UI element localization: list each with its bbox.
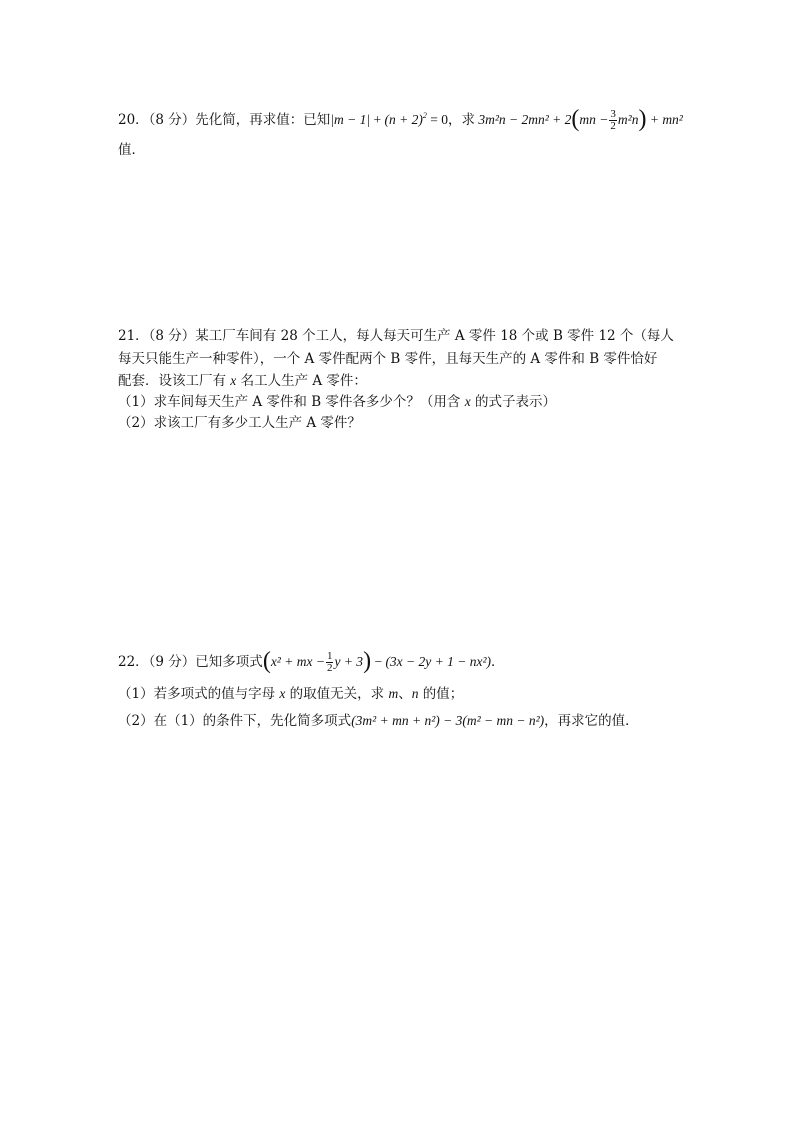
q20-plus: + <box>370 112 385 127</box>
q22-lead: 22．（9 分）已知多项式 <box>118 654 263 670</box>
q20-big-paren-open: ( <box>571 106 580 132</box>
q20-line-1 <box>118 107 683 132</box>
q20-inner-a: mn − <box>579 112 609 127</box>
q20-eq: = 0，求 <box>426 112 479 127</box>
q21-line-3-a: 配套．设该工厂有 <box>118 373 231 389</box>
q22-sub-1-c: 的值； <box>418 686 464 702</box>
q22-poly-b: y + 3 <box>334 654 364 669</box>
q20-big-paren-close: ) <box>638 106 647 132</box>
q20-inner-b: m²n <box>617 112 639 127</box>
q22-line-1 <box>118 650 505 674</box>
q22-sub-2-a: （2）在（1）的条件下，先化简多项式 <box>118 713 352 729</box>
q21-var-x: x <box>230 373 237 388</box>
q22-end: ． <box>491 654 505 670</box>
q21-line-3 <box>118 372 367 390</box>
q22-poly-a: x² + mx − <box>270 654 325 669</box>
q22-sep: 、 <box>398 686 412 702</box>
q21-line-3-b: 名工人生产 A 零件： <box>236 373 367 389</box>
q22-sub-1-a: （1）若多项式的值与字母 <box>118 686 280 702</box>
q21-sub-1-a: （1）求车间每天生产 A 零件和 B 零件各多少个？（用含 <box>118 394 465 410</box>
q22-sub-2 <box>118 712 639 730</box>
q21-sub-2: （2）求该工厂有多少工人生产 A 零件？ <box>118 415 361 431</box>
q21-line-1: 21．（8 分）某工厂车间有 28 个工人，每人每天可生产 A 零件 18 个或 B 零件 12 个（每人 <box>118 328 674 344</box>
q22-big-paren-close: ) <box>363 648 372 674</box>
q22-var-m: m <box>388 686 399 701</box>
q20-expr-end: + mn² <box>646 112 683 127</box>
q20-paren: $(n + 2)^2$ <box>384 111 427 127</box>
q22-sub-2-b: ，再求它的值． <box>544 713 639 729</box>
q22-sub-1 <box>118 685 463 703</box>
q22-var-n: n <box>411 686 419 701</box>
q22-fraction: $\frac{1}{2}$ <box>326 650 333 674</box>
q20-fraction: $\frac{3}{2}$ <box>610 108 616 132</box>
q20-line-2: 值． <box>118 142 145 158</box>
q22-sub-2-expr: (3m² + mn + n²) − 3(m² − mn − n²) <box>351 713 545 728</box>
q21-sub-1 <box>118 393 556 411</box>
q22-poly-c: (3x − 2y + 1 − nx²) <box>385 654 492 669</box>
q22-big-paren-open: ( <box>262 648 271 674</box>
q21-sub-1-var-x: x <box>464 394 471 409</box>
q21-line-2: 每天只能生产一种零件），一个 A 零件配两个 B 零件，且每天生产的 A 零件和 B 零件恰好 <box>118 351 658 367</box>
q21-sub-1-b: 的式子表示） <box>470 394 557 410</box>
q20-abs: |m − 1| <box>330 112 371 127</box>
q22-sub-1-b: 的取值无关，求 <box>285 686 389 702</box>
q20-lead: 20．（8 分）先化简，再求值：已知 <box>118 112 331 128</box>
q22-sub-1-var-x: x <box>279 686 286 701</box>
q22-minus: − <box>371 654 386 669</box>
q20-expr-a: 3m²n − 2mn² + 2 <box>478 112 572 127</box>
